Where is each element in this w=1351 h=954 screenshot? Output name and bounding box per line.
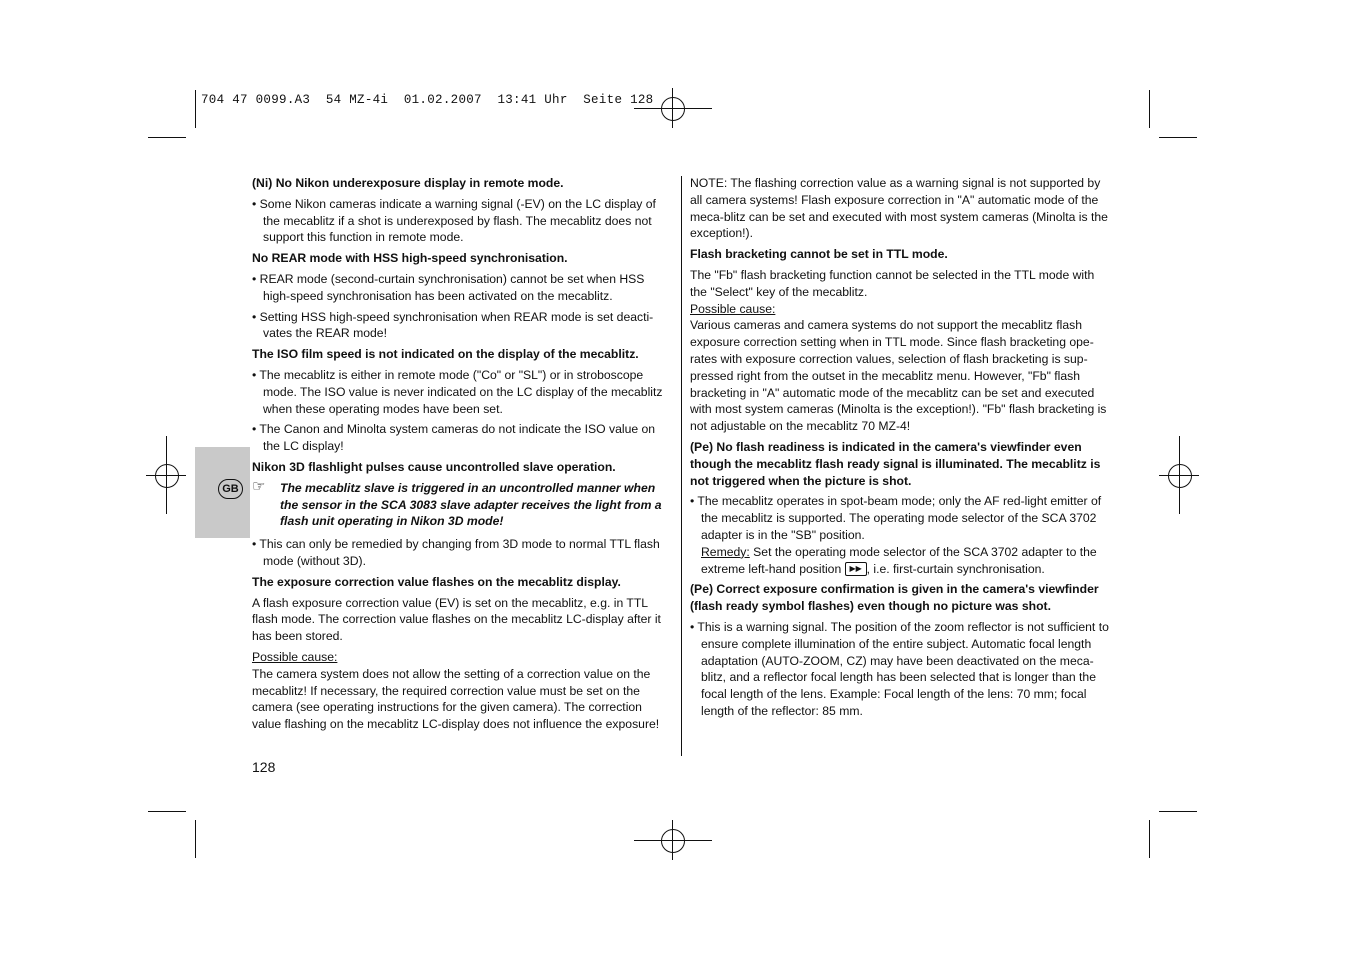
language-badge: GB xyxy=(218,479,243,499)
cause-label: Possible cause: xyxy=(252,649,338,664)
bullet-item: • Setting HSS high-speed synchronisation when REAR mode is set deacti-vates the REAR mode! xyxy=(252,309,654,341)
registration-circle xyxy=(155,464,179,488)
bullet-item: • REAR mode (second-curtain synchronisation) cannot be set when HSS high-speed synchronisation has been activated on the mecablitz. xyxy=(252,271,645,303)
section-heading: (Pe) Correct exposure confirmation is given in the camera's viewfinder (flash ready symbol flashes) even though no picture was shot. xyxy=(690,582,1099,614)
crop-mark xyxy=(1149,820,1150,858)
cause-label: Possible cause: xyxy=(690,301,776,316)
registration-circle xyxy=(661,97,685,121)
remedy-label: Remedy: xyxy=(701,544,750,559)
section-heading: (Pe) No flash readiness is indicated in the camera's viewfinder even though the mecablitz flash ready signal is illuminated. The mecablitz is not triggered when the picture is shot. xyxy=(690,439,1101,488)
left-column xyxy=(252,175,674,737)
registration-circle xyxy=(1168,464,1192,488)
sync-mode-icon: ▶▶ xyxy=(845,562,867,576)
page-number: 128 xyxy=(252,759,276,775)
registration-circle xyxy=(661,829,685,853)
crop-mark xyxy=(1159,811,1197,812)
remedy-line xyxy=(690,544,1114,578)
bullet-item: • Some Nikon cameras indicate a warning signal (-EV) on the LC display of the mecablitz if a shot is underexposed by flash. The mecablitz does not support this function in remote mode. xyxy=(252,196,656,245)
right-column xyxy=(690,175,1114,724)
pointing-hand-icon: ☞ xyxy=(252,477,266,495)
section-heading: Flash bracketing cannot be set in TTL mode. xyxy=(690,247,948,262)
bullet-item: • The mecablitz operates in spot-beam mode; only the AF red-light emitter of the mecablitz is supported. The operating mode selector of the SCA 3702 adapter is in the "SB" position. xyxy=(690,494,1102,542)
crop-mark xyxy=(195,820,196,858)
section-heading: No REAR mode with HSS high-speed synchronisation. xyxy=(252,251,568,266)
section-heading: The exposure correction value flashes on the mecablitz display. xyxy=(252,574,621,589)
crop-mark xyxy=(148,811,186,812)
note-paragraph: NOTE: The flashing correction value as a warning signal is not supported by all camera systems! Flash exposure correction in "A" automatic mode of the meca-blitz can be set and executed with most system cameras (Minolta is the exception!). xyxy=(690,176,1108,241)
crop-mark xyxy=(148,137,186,138)
crop-mark xyxy=(1159,137,1197,138)
column-divider xyxy=(681,176,682,756)
bullet-item: • This can only be remedied by changing from 3D mode to normal TTL flash mode (without 3D). xyxy=(252,537,660,568)
section-heading: Nikon 3D flashlight pulses cause uncontrolled slave operation. xyxy=(252,459,616,474)
remedy-text: Set the operating mode selector of the SCA 3702 adapter to the extreme left-hand position xyxy=(701,544,1097,576)
print-header: 704 47 0099.A3 54 MZ-4i 01.02.2007 13:41 Uhr Seite 128 xyxy=(201,93,654,107)
paragraph: A flash exposure correction value (EV) is set on the mecablitz, e.g. in TTL flash mode. The correction value flashes on the mecablitz LC-display after it has been stored. xyxy=(252,595,661,644)
note-text: The mecablitz slave is triggered in an uncontrolled manner when the sensor in the SCA 3083 slave adapter receives the light from a flash unit operating in Nikon 3D mode! xyxy=(280,480,662,529)
section-heading: (Ni) No Nikon underexposure display in remote mode. xyxy=(252,176,564,190)
bullet-item: • The mecablitz is either in remote mode ("Co" or "SL") or in stroboscope mode. The ISO value is never indicated on the LC display of the mecablitz when these operating modes have been set. xyxy=(252,367,663,416)
section-heading: The ISO film speed is not indicated on the display of the mecablitz. xyxy=(252,347,639,362)
paragraph: Various cameras and camera systems do not support the mecablitz flash exposure correction setting when in TTL mode. Since flash bracketing ope-rates with exposure correction values, selection of flash bracketing is sup-pressed right from the outset in the mecablitz menu. However, "Fb" flash bracketing in "A" automatic mode of the mecablitz can be set and executed with most system cameras (Minolta is the exception!). "Fb" flash bracketing is not adjustable on the mecablitz 70 MZ-4! xyxy=(690,318,1107,434)
crop-mark xyxy=(195,90,196,128)
bullet-item: • This is a warning signal. The position of the zoom reflector is not sufficient to ensure complete illumination of the entire subject. Automatic focal length adaptation (AUTO-ZOOM, CZ) may have been deactivated on the meca-blitz, and a reflector focal length has been selected that is longer than the focal length of the lens. Example: Focal length of the lens: 70 mm; focal length of the reflector: 85 mm. xyxy=(690,619,1109,718)
bullet-item: • The Canon and Minolta system cameras do not indicate the ISO value on the LC display! xyxy=(252,422,656,454)
crop-mark xyxy=(1149,90,1150,128)
note-block xyxy=(252,477,674,530)
paragraph: The camera system does not allow the setting of a correction value on the mecablitz! If necessary, the required correction value must be set on the camera (see operating instructions for the given camera). The correction value flashing on the mecablitz LC-display does not influence the exposure! xyxy=(252,666,660,732)
paragraph: The "Fb" flash bracketing function cannot be selected in the TTL mode with the "Select" key of the mecablitz. xyxy=(690,267,1095,299)
remedy-text: , i.e. first-curtain synchronisation. xyxy=(866,561,1045,576)
